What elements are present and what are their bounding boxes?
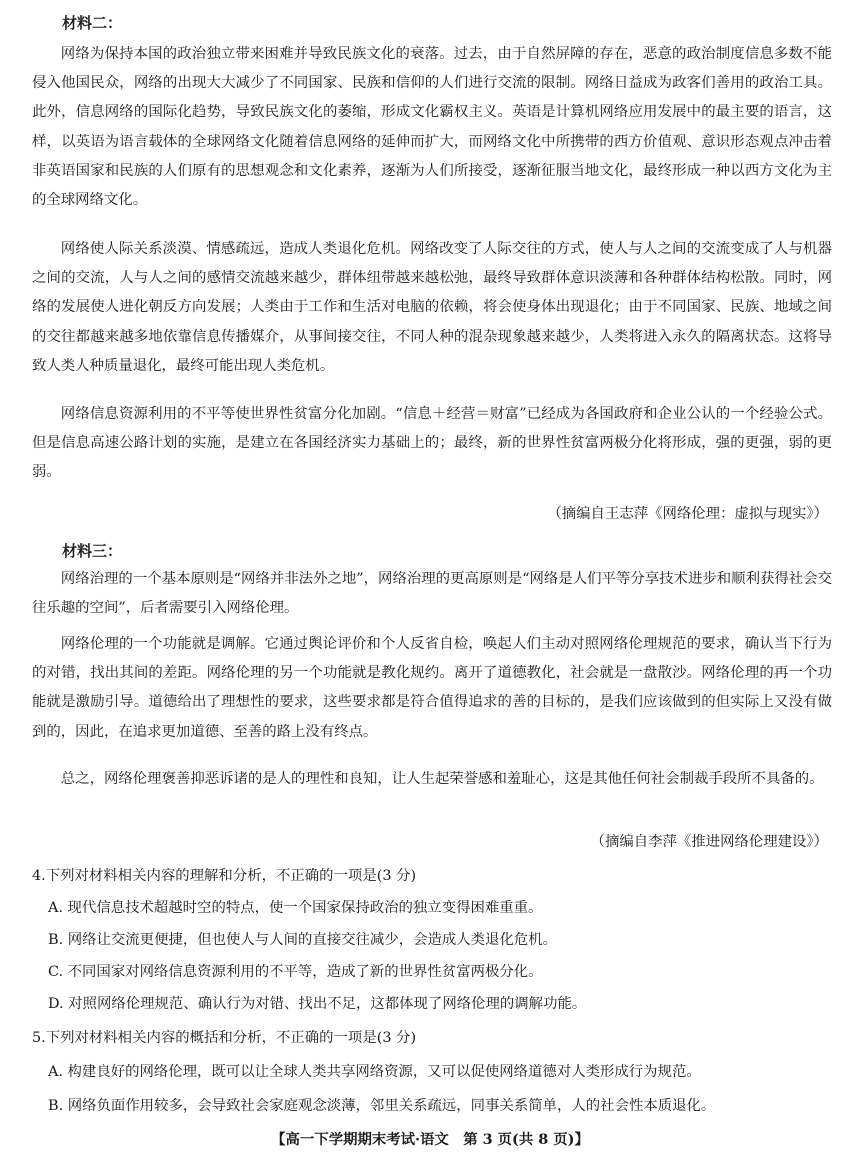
question-5-option-a: A. 构建良好的网络伦理，既可以让全球人类共享网络资源，又可以促使网络道德对人类形成行为规范。	[48, 1064, 701, 1080]
question-5-option-b: B. 网络负面作用较多，会导致社会家庭观念淡薄，邻里关系疏远，同事关系简单，人的社会性本质退化。	[48, 1098, 716, 1114]
question-4-option-c: C. 不同国家对网络信息资源利用的不平等，造成了新的世界性贫富两极分化。	[48, 964, 543, 980]
material3-source: （摘编自李萍《推进网络伦理建设》）	[590, 834, 828, 850]
page-footer: 【高一下学期期末考试·语文 第 3 页(共 8 页)】	[271, 1131, 589, 1148]
material2-source: （摘编自王志萍《网络伦理：虚拟与现实》）	[547, 506, 828, 522]
material3-paragraph-1: 网络治理的一个基本原则是“网络并非法外之地”，网络治理的更高原则是“网络是人们平等分享技术进步和顺利获得社会交往乐趣的空间”，后者需要引入网络伦理。	[32, 571, 832, 617]
material3-paragraph-3: 总之，网络伦理褒善抑恶诉诸的是人的理性和良知，让人生起荣誉感和羞耻心，这是其他任何社会制裁手段所不具备的。	[60, 771, 824, 787]
question-4-option-b: B. 网络让交流更便捷，但也使人与人间的直接交往减少，会造成人类退化危机。	[48, 932, 558, 948]
question-4-option-a: A. 现代信息技术超越时空的特点，使一个国家保持政治的独立变得困难重重。	[48, 900, 543, 916]
material3-paragraph-2: 网络伦理的一个功能就是调解。它通过舆论评价和个人反省自检，唤起人们主动对照网络伦理规范的要求，确认当下行为的对错，找出其间的差距。网络伦理的另一个功能就是教化规约。离开了道德教化，社会就是一盘散沙。网络伦理的再一个功能就是激励引导。道德给出了理想性的要求，这些要求都是符合值得追求的善的目标的，是我们应该做到的但实际上又没有做到的，因此，在追求更加道德、至善的路上没有终点。	[32, 636, 832, 740]
material2-paragraph-2: 网络使人际关系淡漠、情感疏远，造成人类退化危机。网络改变了人际交往的方式，使人与人之间的交流变成了人与机器之间的交流，人与人之间的感情交流越来越少，群体纽带越来越松弛，最终导致群体意识淡薄和各种群体结构松散。同时，网络的发展使人进化朝反方向发展；人类由于工作和生活对电脑的依赖，将会使身体出现退化；由于不同国家、民族、地域之间的交往都越来越多地依靠信息传播媒介，从事间接交往，不同人种的混杂现象越来越少，人类将进入永久的隔离状态。这将导致人类人种质量退化，最终可能出现人类危机。	[32, 241, 832, 374]
question-5-stem: 5.下列对材料相关内容的概括和分析，不正确的一项是(3 分)	[32, 1030, 417, 1046]
material2-paragraph-1: 网络为保持本国的政治独立带来困难并导致民族文化的衰落。过去，由于自然屏障的存在，恶意的政治制度信息多数不能侵入他国民众，网络的出现大大减少了不同国家、民族和信仰的人们进行交流的限制。网络日益成为政客们善用的政治工具。此外，信息网络的国际化趋势，导致民族文化的萎缩，形成文化霸权主义。英语是计算机网络应用发展中的最主要的语言，这样，以英语为语言载体的全球网络文化随着信息网络的延伸而扩大，而网络文化中所携带的西方价值观、意识形态观点冲击着非英语国家和民族的人们原有的思想观念和文化素养，逐渐为人们所接受，逐渐征服当地文化，最终形成一种以西方文化为主的全球网络文化。	[32, 46, 832, 209]
material2-paragraph-3: 网络信息资源利用的不平等使世界性贫富分化加剧。“信息＋经营＝财富”已经成为各国政府和企业公认的一个经验公式。但是信息高速公路计划的实施，是建立在各国经济实力基础上的；最终，新的世界性贫富两极分化将形成，强的更强，弱的更弱。	[32, 406, 832, 481]
material3-heading: 材料三：	[62, 542, 123, 560]
question-4-stem: 4.下列对材料相关内容的理解和分析，不正确的一项是(3 分)	[32, 868, 417, 884]
material2-heading: 材料二：	[62, 14, 123, 32]
question-4-option-d: D. 对照网络伦理规范、确认行为对错、找出不足，这都体现了网络伦理的调解功能。	[48, 996, 587, 1012]
